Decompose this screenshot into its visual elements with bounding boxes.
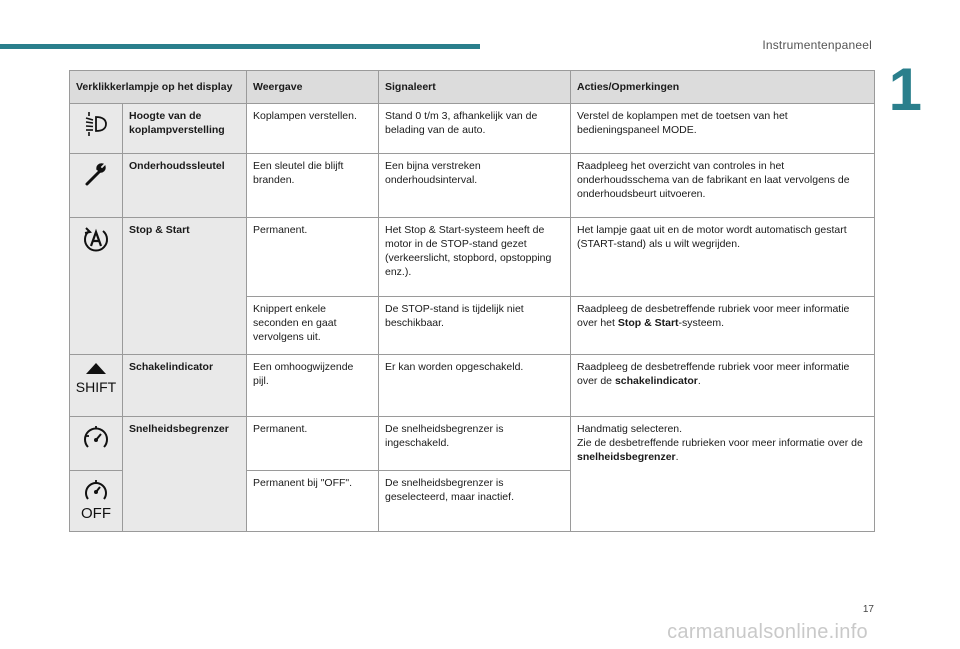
indicator-name: Schakelindicator — [123, 355, 247, 417]
indicator-name: Stop & Start — [123, 218, 247, 355]
signaleert-cell: Het Stop & Start-systeem heeft de motor in de STOP-stand gezet (verkeerslicht, stopbord, opstopping enz.). — [379, 218, 571, 297]
table-row — [70, 104, 875, 154]
acties-text: Raadpleeg de desbetreffende rubriek voor meer informatie over het — [577, 303, 850, 329]
table-header-row — [70, 71, 875, 104]
weergave-cell: Knippert enkele seconden en gaat vervolgens uit. — [247, 297, 379, 355]
icon-cell — [70, 471, 123, 532]
signaleert-cell: De snelheidsbegrenzer is ingeschakeld. — [379, 417, 571, 471]
off-label: OFF — [81, 505, 111, 521]
weergave-cell: Permanent. — [247, 218, 379, 297]
table-row — [70, 218, 875, 297]
header-signaleert: Signaleert — [379, 71, 571, 104]
icon-cell — [70, 154, 123, 218]
icon-cell — [70, 417, 123, 471]
acties-text: Raadpleeg de desbetreffende rubriek voor meer informatie over de — [577, 361, 850, 387]
wrench-icon — [82, 160, 110, 192]
indicator-name: Hoogte van de koplampverstelling — [123, 104, 247, 154]
acties-text: -systeem. — [678, 317, 725, 329]
signaleert-cell: Een bijna verstreken onderhoudsinterval. — [379, 154, 571, 218]
chapter-number: 1 — [888, 56, 922, 123]
acties-cell — [571, 297, 875, 355]
table-row — [70, 154, 875, 218]
acties-text: . — [675, 451, 679, 463]
acties-text: Handmatig selecteren. — [577, 423, 683, 435]
header-accent-bar — [0, 44, 480, 49]
shift-indicator-icon — [73, 361, 119, 399]
signaleert-cell: De snelheidsbegrenzer is geselecteerd, maar inactief. — [379, 471, 571, 532]
acties-text: Zie de desbetreffende rubrieken voor meer informatie over de — [577, 437, 863, 449]
header-weergave: Weergave — [247, 71, 379, 104]
acties-cell: Verstel de koplampen met de toetsen van het bedieningspaneel MODE. — [571, 104, 875, 154]
signaleert-cell: Stand 0 t/m 3, afhankelijk van de belading van de auto. — [379, 104, 571, 154]
header-indicator: Verklikkerlampje op het display — [70, 71, 247, 104]
acties-text: . — [697, 375, 701, 387]
indicator-name: Snelheidsbegrenzer — [123, 417, 247, 532]
watermark: carmanualsonline.info — [667, 621, 868, 643]
weergave-cell: Koplampen verstellen. — [247, 104, 379, 154]
acties-emphasis: schakelindicator — [614, 375, 698, 387]
table-row — [70, 355, 875, 417]
header-acties: Acties/Opmerkingen — [571, 71, 875, 104]
speed-limiter-off-icon — [76, 477, 116, 525]
acties-cell — [571, 355, 875, 417]
stop-start-icon — [81, 224, 111, 258]
acties-emphasis: Stop & Start — [617, 317, 679, 329]
icon-cell — [70, 355, 123, 417]
acties-cell: Het lampje gaat uit en de motor wordt automatisch gestart (START-stand) als u wilt wegrijden. — [571, 218, 875, 297]
acties-emphasis: snelheidsbegrenzer — [577, 451, 676, 463]
table-row — [70, 417, 875, 471]
indicator-name: Onderhoudssleutel — [123, 154, 247, 218]
icon-cell — [70, 218, 123, 355]
speed-limiter-icon — [81, 423, 111, 457]
weergave-cell: Een omhoogwijzende pijl. — [247, 355, 379, 417]
weergave-cell: Een sleutel die blijft branden. — [247, 154, 379, 218]
acties-cell — [571, 417, 875, 532]
shift-label: SHIFT — [75, 379, 117, 395]
icon-cell — [70, 104, 123, 154]
weergave-cell: Permanent bij "OFF". — [247, 471, 379, 532]
page-number: 17 — [862, 604, 874, 615]
warning-lights-table — [69, 70, 875, 532]
signaleert-cell: De STOP-stand is tijdelijk niet beschikbaar. — [379, 297, 571, 355]
section-title: Instrumentenpaneel — [762, 38, 872, 52]
weergave-cell: Permanent. — [247, 417, 379, 471]
headlamp-leveling-icon — [82, 110, 110, 142]
signaleert-cell: Er kan worden opgeschakeld. — [379, 355, 571, 417]
acties-cell: Raadpleeg het overzicht van controles in het onderhoudsschema van de fabrikant en laat vervolgens de onderhoudsbeurt uitvoeren. — [571, 154, 875, 218]
